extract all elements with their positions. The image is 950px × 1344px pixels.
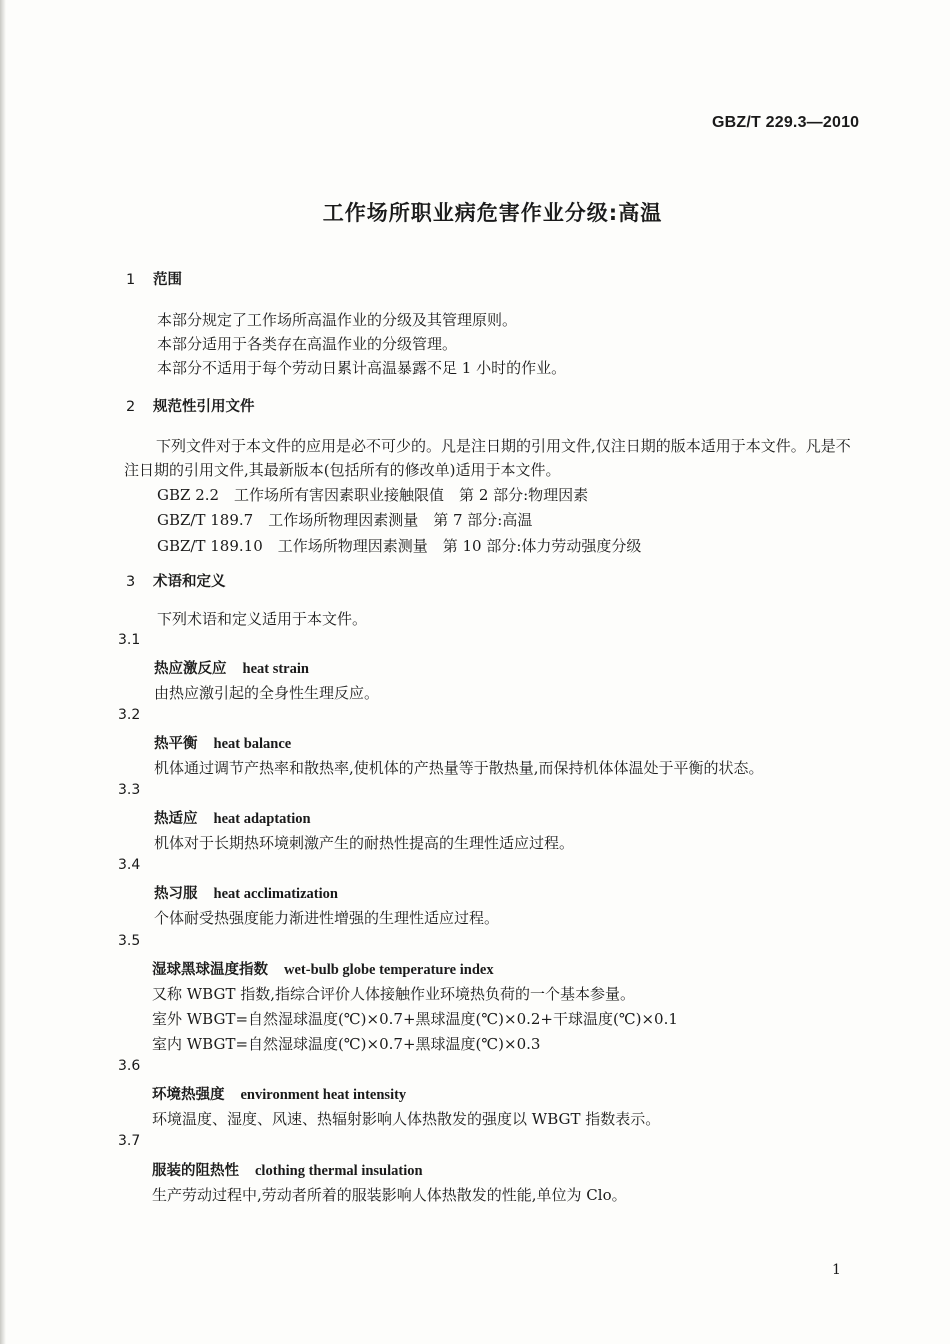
term-definition: 环境温度、湿度、风速、热辐射影响人体热散发的强度以 WBGT 指数表示。 [152,1110,661,1128]
term-number: 3.2 [118,707,141,723]
section-1-line: 本部分规定了工作场所高温作业的分级及其管理原则。 [157,311,518,329]
section-title: 规范性引用文件 [153,399,255,415]
term-definition: 机体对于长期热环境刺激产生的耐热性提高的生理性适应过程。 [154,834,575,852]
section-number: 2 [126,399,136,415]
term-english: heat adaptation [213,811,311,827]
section-title: 术语和定义 [153,574,226,590]
term-heading [154,732,291,753]
term-english: heat strain [242,661,309,677]
term-number: 3.1 [118,632,141,648]
page-number: 1 [832,1262,841,1278]
term-number: 3.6 [118,1058,141,1074]
term-definition: 生产劳动过程中,劳动者所着的服装影响人体热散发的性能,单位为 Clo。 [152,1186,627,1204]
term-definition: 个体耐受热强度能力渐进性增强的生理性适应过程。 [154,909,500,927]
term-heading [154,657,309,678]
term-number: 3.7 [118,1133,141,1149]
term-definition: 机体通过调节产热率和散热率,使机体的产热量等于散热量,而保持机体体温处于平衡的状态。 [154,759,764,777]
section-3-intro: 下列术语和定义适用于本文件。 [157,610,368,628]
document-title: 工作场所职业病危害作业分级:高温 [322,201,663,225]
term-number: 3.5 [118,933,141,949]
section-1-line: 本部分适用于各类存在高温作业的分级管理。 [157,335,458,353]
term-heading [152,958,494,979]
term-chinese: 热应激反应 [154,661,227,677]
term-english: heat balance [213,736,292,752]
section-1-heading [126,268,182,289]
reference-item: GBZ/T 189.7 工作场所物理因素测量 第 7 部分:高温 [157,511,533,529]
term-chinese: 湿球黑球温度指数 [152,962,268,978]
section-2-heading [126,395,255,416]
term-english: heat acclimatization [213,886,338,902]
term-chinese: 热平衡 [154,736,198,752]
term-number: 3.3 [118,782,141,798]
term-chinese: 热适应 [154,811,198,827]
term-heading [152,1083,406,1104]
standard-code: GBZ/T 229.3—2010 [712,114,860,131]
section-1-line: 本部分不适用于每个劳动日累计高温暴露不足 1 小时的作业。 [157,359,567,377]
term-english: clothing thermal insulation [255,1163,423,1179]
term-heading [154,882,338,903]
formula-indoor: 室内 WBGT=自然湿球温度(℃)×0.7+黑球温度(℃)×0.3 [152,1035,541,1053]
term-definition: 又称 WBGT 指数,指综合评价人体接触作业环境热负荷的一个基本参量。 [152,985,636,1003]
reference-item: GBZ/T 189.10 工作场所物理因素测量 第 10 部分:体力劳动强度分级 [157,537,642,555]
reference-item: GBZ 2.2 工作场所有害因素职业接触限值 第 2 部分:物理因素 [157,486,589,504]
term-chinese: 环境热强度 [152,1087,225,1103]
formula-outdoor: 室外 WBGT=自然湿球温度(℃)×0.7+黑球温度(℃)×0.2+干球温度(℃)×0.1 [152,1010,678,1028]
section-title: 范围 [153,272,182,288]
term-heading [152,1159,423,1180]
term-chinese: 热习服 [154,886,198,902]
term-english: environment heat intensity [240,1087,407,1103]
term-heading [154,807,311,828]
term-chinese: 服装的阻热性 [152,1163,239,1179]
section-3-heading [126,570,226,591]
term-english: wet-bulb globe temperature index [284,962,494,978]
term-definition: 由热应激引起的全身性生理反应。 [154,684,380,702]
section-2-intro: 下列文件对于本文件的应用是必不可少的。凡是注日期的引用文件,仅注日期的版本适用于本文件。凡是不注日期的引用文件,其最新版本(包括所有的修改单)适用于本文件。 [124,437,851,479]
term-number: 3.4 [118,857,141,873]
section-number: 3 [126,574,136,590]
section-number: 1 [126,272,136,288]
